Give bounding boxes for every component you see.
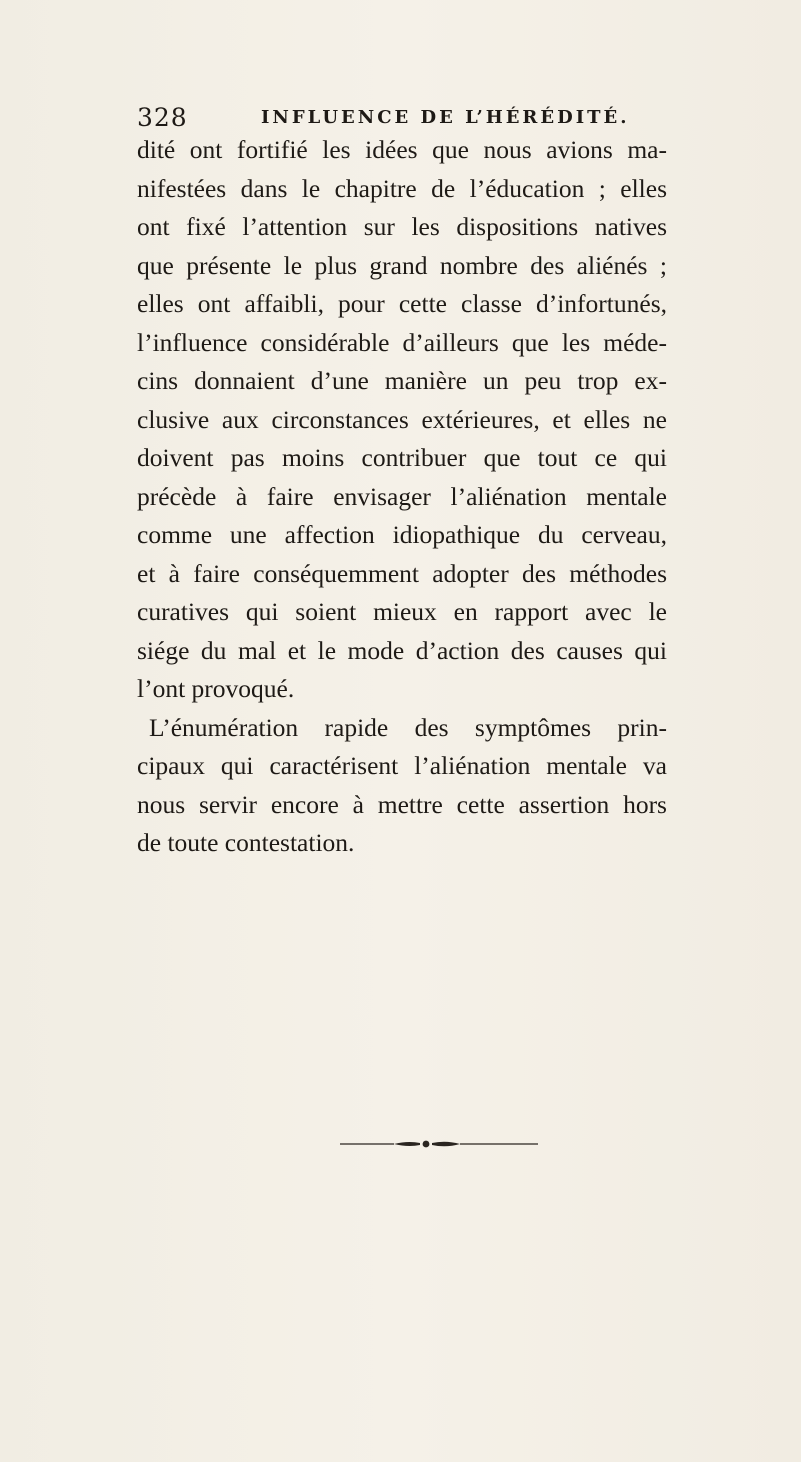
- text-line: ont fixé l’attention sur les dispositions natives: [137, 212, 667, 241]
- text-line: curatives qui soient mieux en rapport avec le: [137, 597, 667, 626]
- text-line: l’influence considérable d’ailleurs que les méde-: [137, 327, 667, 357]
- text-line: L’énumération rapide des symptômes prin-: [149, 712, 667, 742]
- body-text: [137, 131, 667, 863]
- text-line: nifestées dans le chapitre de l’éducation ; elles: [137, 173, 667, 203]
- text-line: doivent pas moins contribuer que tout ce qui: [137, 443, 667, 472]
- text-line: et à faire conséquemment adopter des méthodes: [137, 558, 667, 588]
- text-line: siége du mal et le mode d’action des causes qui: [137, 635, 667, 665]
- text-line: que présente le plus grand nombre des aliénés ;: [137, 250, 667, 280]
- text-line: elles ont affaibli, pour cette classe d’infortunés,: [137, 289, 667, 318]
- text-line: cins donnaient d’une manière un peu trop ex-: [137, 366, 667, 395]
- text-line: cipaux qui caractérisent l’aliénation mentale va: [137, 751, 667, 780]
- text-line: l’ont provoqué.: [137, 674, 295, 703]
- text-line: de toute contestation.: [137, 828, 355, 857]
- running-title: INFLUENCE DE L’HÉRÉDITÉ.: [261, 107, 630, 128]
- page-number: 328: [137, 103, 188, 132]
- text-line: précède à faire envisager l’aliénation mentale: [137, 481, 667, 511]
- text-line: dité ont fortifié les idées que nous avions ma-: [137, 135, 667, 164]
- end-ornament-icon: [0, 1138, 801, 1150]
- text-line: nous servir encore à mettre cette assertion hors: [137, 789, 667, 819]
- paragraph-1: [137, 131, 667, 709]
- text-line: clusive aux circonstances extérieures, et elles ne: [137, 404, 667, 434]
- text-line: comme une affection idiopathique du cerveau,: [137, 520, 667, 549]
- paragraph-2: [137, 709, 667, 863]
